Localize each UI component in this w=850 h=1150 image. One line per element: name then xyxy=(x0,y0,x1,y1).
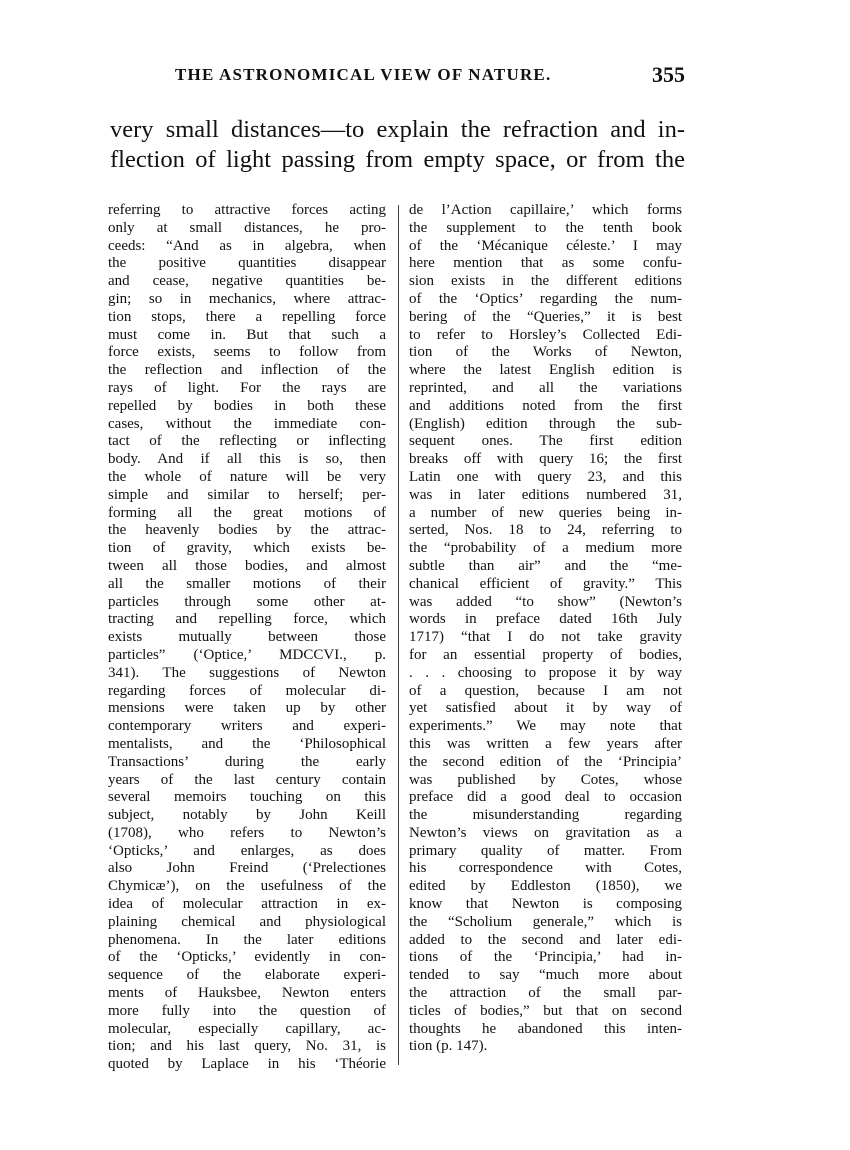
footnote-line: forming all the great motions of xyxy=(108,504,386,521)
footnote-line: regarding forces of molecular di- xyxy=(108,682,386,699)
footnote-line: ceeds: “And as in algebra, when xyxy=(108,237,386,254)
footnote-line: Newton’s views on gravitation as a xyxy=(409,824,682,841)
footnote-line: a number of new queries being in- xyxy=(409,504,682,521)
footnote-line: ticles of bodies,” but that on second xyxy=(409,1002,682,1019)
footnote-line: was in later editions numbered 31, xyxy=(409,486,682,503)
footnote-line: Chymicæ’), on the usefulness of the xyxy=(108,878,386,895)
footnote-line: referring to attractive forces acting xyxy=(108,202,386,218)
footnote-line: gin; so in mechanics, where attrac- xyxy=(108,290,386,307)
footnote-line: know that Newton is composing xyxy=(409,896,682,913)
running-title: THE ASTRONOMICAL VIEW OF NATURE. xyxy=(175,65,552,84)
footnote-line: quoted by Laplace in his ‘Théorie xyxy=(108,1056,386,1073)
footnote-line: serted, Nos. 18 to 24, referring to xyxy=(409,522,682,539)
footnote-line: exists mutually between those xyxy=(108,629,386,646)
footnote-line: tended to say “much more about xyxy=(409,967,682,984)
footnote-line: preface did a good deal to occasion xyxy=(409,789,682,806)
footnote-line: the misunderstanding regarding xyxy=(409,807,682,824)
footnote-line: bering of the “Queries,” it is best xyxy=(409,308,682,325)
footnote-line: subject, notably by John Keill xyxy=(108,807,386,824)
footnote-right-column xyxy=(409,202,682,1056)
footnote-line: particles through some other at- xyxy=(108,593,386,610)
lead-paragraph xyxy=(110,115,685,175)
footnote-line: sequent ones. The first edition xyxy=(409,433,682,450)
footnote-line: tion stops, there a repelling force xyxy=(108,308,386,325)
footnote-line: repelled by bodies in both these xyxy=(108,397,386,414)
footnote-line: yet satisfied about it by way of xyxy=(409,700,682,717)
page-header xyxy=(175,62,685,95)
footnote-left-column xyxy=(108,202,386,1074)
footnote-line: was added “to show” (Newton’s xyxy=(409,593,682,610)
footnote-line: for an essential property of bodies, xyxy=(409,646,682,663)
footnote-line: edited by Eddleston (1850), we xyxy=(409,878,682,895)
footnote-line: added to the second and later edi- xyxy=(409,931,682,948)
footnote-line: all the smaller motions of their xyxy=(108,575,386,592)
footnote-line: ments of Hauksbee, Newton enters xyxy=(108,985,386,1002)
footnote-line: this was written a few years after xyxy=(409,735,682,752)
footnote-line: molecular, especially capillary, ac- xyxy=(108,1020,386,1037)
footnote-line: tact of the reflecting or inflecting xyxy=(108,433,386,450)
footnote-line: idea of molecular attraction in ex- xyxy=(108,896,386,913)
footnote-line: his correspondence with Cotes, xyxy=(409,860,682,877)
footnote-line: 341). The suggestions of Newton xyxy=(108,664,386,681)
footnote-line: tion of gravity, which exists be- xyxy=(108,540,386,557)
footnote-line: particles” (‘Optice,’ MDCCVI., p. xyxy=(108,646,386,663)
footnote-line: thoughts he abandoned this inten- xyxy=(409,1020,682,1037)
lead-line: flection of light passing from empty space, or from the xyxy=(110,146,685,173)
footnote-line: of the ‘Mécanique céleste.’ I may xyxy=(409,237,682,254)
footnote-line: tions of the ‘Principia,’ had in- xyxy=(409,949,682,966)
footnote-line: several memoirs touching on this xyxy=(108,789,386,806)
footnote-line: tion of the Works of Newton, xyxy=(409,344,682,361)
footnote-line: of the ‘Optics’ regarding the num- xyxy=(409,290,682,307)
footnote-line: and cease, negative quantities be- xyxy=(108,273,386,290)
footnote-line: the “Scholium generale,” which is xyxy=(409,913,682,930)
footnote-line: reprinted, and all the variations xyxy=(409,379,682,396)
footnote-line: plaining chemical and physiological xyxy=(108,913,386,930)
footnote-line: also John Freind (‘Prelectiones xyxy=(108,860,386,877)
footnote-line: tween all those bodies, and almost xyxy=(108,557,386,574)
footnote-line: Latin one with query 23, and this xyxy=(409,468,682,485)
footnote-line: contemporary writers and experi- xyxy=(108,718,386,735)
footnote-line: chanical efficient of gravity.” This xyxy=(409,575,682,592)
footnote-line: . . . choosing to propose it by way xyxy=(409,664,682,681)
footnote-line: breaks off with query 16; the first xyxy=(409,451,682,468)
footnote-line: here mention that as some confu- xyxy=(409,255,682,272)
footnote-line: of the ‘Opticks,’ evidently in con- xyxy=(108,949,386,966)
footnote-line: the second edition of the ‘Principia’ xyxy=(409,753,682,770)
footnote-line: only at small distances, he pro- xyxy=(108,219,386,236)
footnote-line: the supplement to the tenth book xyxy=(409,219,682,236)
footnote-line: 1717) “that I do not take gravity xyxy=(409,629,682,646)
footnote-line: of a question, because I am not xyxy=(409,682,682,699)
lead-line: very small distances—to explain the refraction and in- xyxy=(110,116,685,143)
footnote-line: phenomena. In the later editions xyxy=(108,931,386,948)
footnote-line: primary quality of matter. From xyxy=(409,842,682,859)
footnote-line: simple and similar to herself; per- xyxy=(108,486,386,503)
footnote-line: cases, without the immediate con- xyxy=(108,415,386,432)
footnote-line: the whole of nature will be very xyxy=(108,468,386,485)
footnote-line: must come in. But that such a xyxy=(108,326,386,343)
footnote-line: more fully into the question of xyxy=(108,1002,386,1019)
footnote-line: rays of light. For the rays are xyxy=(108,379,386,396)
footnote-line: tion; and his last query, No. 31, is xyxy=(108,1038,386,1055)
footnote-line: ‘Opticks,’ and enlarges, as does xyxy=(108,842,386,859)
footnote-line: experiments.” We may note that xyxy=(409,718,682,735)
footnote-line: sequence of the elaborate experi- xyxy=(108,967,386,984)
page-number: 355 xyxy=(652,62,685,87)
footnote-line: the “probability of a medium more xyxy=(409,540,682,557)
footnote-line: and additions noted from the first xyxy=(409,397,682,414)
footnote-line: tracting and repelling force, which xyxy=(108,611,386,628)
footnote-line: subtle than air” and the “me- xyxy=(409,557,682,574)
footnote-line: body. And if all this is so, then xyxy=(108,451,386,468)
footnote-line: force exists, seems to follow from xyxy=(108,344,386,361)
footnote-line: was published by Cotes, whose xyxy=(409,771,682,788)
footnote-line: mentalists, and the ‘Philosophical xyxy=(108,735,386,752)
footnote-line: sion exists in the different editions xyxy=(409,273,682,290)
footnote-line: de l’Action capillaire,’ which forms xyxy=(409,202,682,218)
footnote-line: tion (p. 147). xyxy=(409,1038,488,1055)
footnote-line: Transactions’ during the early xyxy=(108,753,386,770)
footnote-line: to refer to Horsley’s Collected Edi- xyxy=(409,326,682,343)
footnote-line: (English) edition through the sub- xyxy=(409,415,682,432)
column-divider xyxy=(398,205,399,1065)
footnote-line: the attraction of the small par- xyxy=(409,985,682,1002)
footnote-line: mensions were taken up by other xyxy=(108,700,386,717)
footnote-line: the reflection and inflection of the xyxy=(108,362,386,379)
footnote-line: where the latest English edition is xyxy=(409,362,682,379)
footnote-line: years of the last century contain xyxy=(108,771,386,788)
footnote-line: the positive quantities disappear xyxy=(108,255,386,272)
footnote-line: (1708), who refers to Newton’s xyxy=(108,824,386,841)
footnote-line: the heavenly bodies by the attrac- xyxy=(108,522,386,539)
footnote-line: words in preface dated 16th July xyxy=(409,611,682,628)
